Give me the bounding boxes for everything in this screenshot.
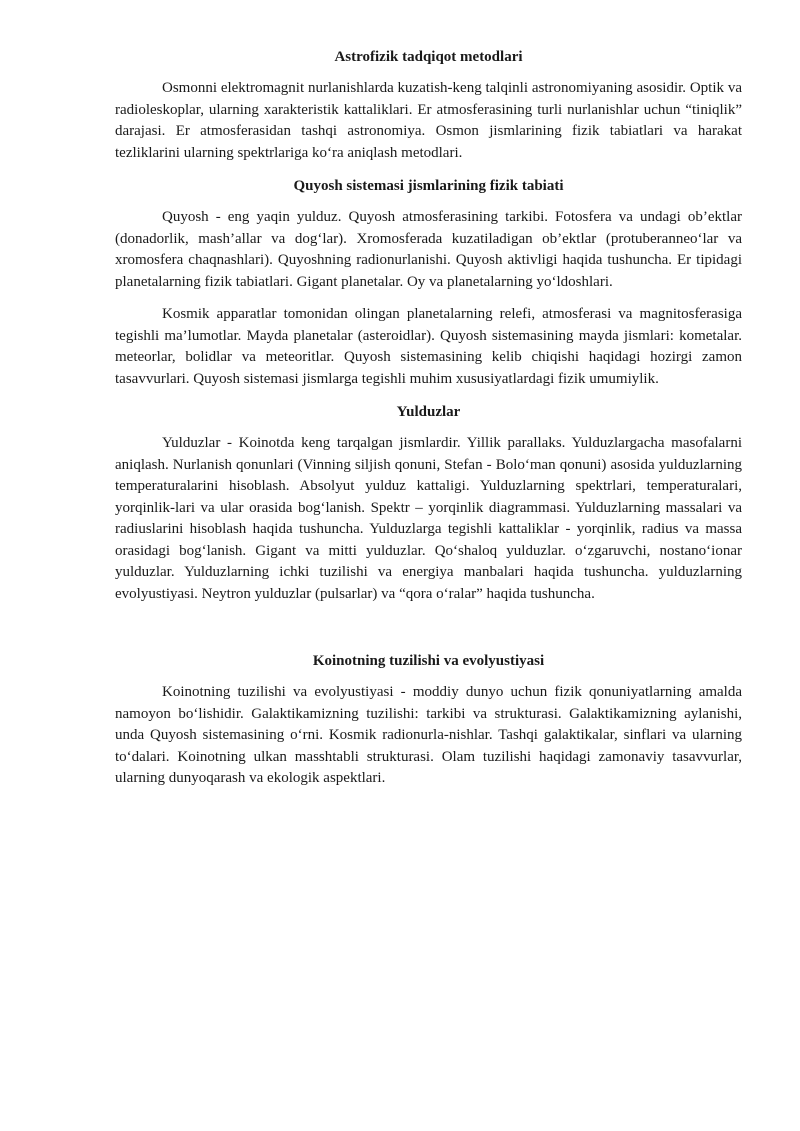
section-heading-solar-system: Quyosh sistemasi jismlarining fizik tabiati (293, 178, 564, 194)
paragraph-stars: Yulduzlar - Koinotda keng tarqalgan jismlardir. Yillik parallaks. Yulduzlargacha masofalarni aniqlash. Nurlanish qonunlari (Vinning siljish qonuni, Stefan - Bolo‘man qonuni) asosida yulduzlarning temperaturalarini hisoblash. Absolyut yulduz kattaligi. Yulduzlarning spektrlari, temperaturalari, yorqinlik-lari va ular orasida bog‘lanish. Spektr – yorqinlik diagrammasi. Yulduzlarning massalari va radiuslarini hisoblash haqida tushuncha. Yulduzlarga tegishli kattaliklar - yorqinlik, radius va massa orasidagi bog‘lanish. Gigant va mitti yulduzlar. Qo‘shaloq yulduzlar. o‘zgaruvchi, nostano‘ionar yulduzlar. Yulduzlarning ichki tuzilishi va energiya manbalari haqida tushuncha. yulduzlarning evolyustiyasi. Neytron yulduzlar (pulsarlar) va “qora o‘ralar” haqida tushuncha. (115, 435, 742, 602)
section-spacer (115, 616, 742, 650)
section-heading-stars: Yulduzlar (396, 404, 461, 420)
section-heading-astrophysical-methods: Astrofizik tadqiqot metodlari (334, 49, 523, 65)
paragraph-universe-structure: Koinotning tuzilishi va evolyustiyasi - moddiy dunyo uchun fizik qonuniyatlarning amalda namoyon bo‘lishidir. Galaktikamizning tuzilishi: tarkibi va strukturasi. Galaktikamizning aylanishi, unda Quyosh sistemasining o‘rni. Kosmik radionurla-nishlar. Tashqi galaktikalar, sinflari va ularning to‘dalari. Koinotning ulkan masshtabli strukturasi. Olam tuzilishi haqidagi zamonaviy tasavvurlar, ularning dunyoqarash va ekologik aspektlari. (115, 684, 742, 786)
paragraph-solar-system-2: Kosmik apparatlar tomonidan olingan planetalarning relefi, atmosferasi va magnitosferasiga tegishli ma’lumotlar. Mayda planetalar (asteroidlar). Quyosh sistemasining mayda jismlari: kometalar. meteorlar, bolidlar va meteoritlar. Quyosh sistemasining kelib chiqishi haqidagi hozirgi zamon tasavvurlari. Quyosh sistemasi jismlarga tegishli muhim xususiyatlardagi fizik umumiylik. (115, 306, 742, 387)
paragraph-solar-system-1: Quyosh - eng yaqin yulduz. Quyosh atmosferasining tarkibi. Fotosfera va undagi ob’ektlar (donadorlik, mash’allar va dog‘lar). Xromosferada kuzatiladigan ob’ektlar (protuberanneo‘lar va xromosfera chaqnashlari). Quyoshning radionurlanishi. Quyosh aktivligi haqida tushuncha. Er tipidagi planetalarning fizik tabiatlari. Gigant planetalar. Oy va planetalarning yo‘ldoshlari. (115, 209, 742, 290)
document-page (115, 46, 742, 801)
paragraph-astrophysical-methods: Osmonni elektromagnit nurlanishlarda kuzatish-keng talqinli astronomiyaning asosidir. Optik va radioleskoplar, ularning xarakteristik kattaliklari. Er atmosferasining turli nurlanishlar uchun “tiniqlik” darajasi. Er atmosferasidan tashqi astronomiya. Osmon jismlarining fizik tabiatlari va harakat tezliklarini ularning spektrlariga ko‘ra aniqlash metodlari. (115, 80, 742, 161)
section-heading-universe-structure: Koinotning tuzilishi va evolyustiyasi (312, 653, 545, 669)
